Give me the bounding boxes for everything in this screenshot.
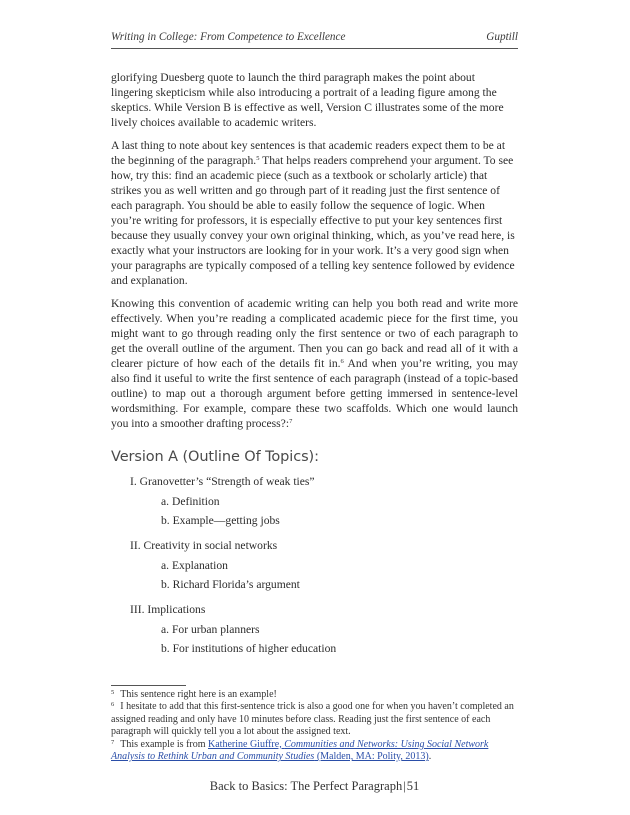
footer-chapter-title: Back to Basics: The Perfect Paragraph — [209, 779, 403, 793]
footnote-5-text: This sentence right here is an example! — [120, 689, 277, 700]
outline-item: III. Implications — [130, 603, 206, 616]
footnote-6 — [111, 701, 518, 738]
page-number: 51 — [406, 779, 420, 793]
header-divider — [111, 48, 518, 49]
footnote-6-mark: 6 — [111, 701, 115, 709]
section-heading-version-a: Version A (Outline Of Topics): — [111, 449, 319, 465]
citation-author: Katherine Giuffre, — [208, 738, 285, 750]
header-author: Guptill — [486, 31, 518, 43]
footnote-7 — [111, 739, 518, 764]
footnote-ref-5[interactable]: 5 — [256, 155, 260, 162]
page-body — [111, 70, 518, 660]
outline-item: I. Granovetter’s “Strength of weak ties” — [130, 475, 315, 488]
footnote-5 — [111, 689, 518, 701]
citation-title: Communities and Networks: Using Social Network Analysis to Rethink Urban and Community Studies — [111, 738, 489, 763]
header-book-title: Writing in College: From Competence to Excellence — [111, 31, 346, 43]
paragraph-2-part-2: That helps readers comprehend your argument. To see how, try this: find an academic piece (such as a textbook or scholarly article) that strikes you as well written and go through part of it reading just the first sentence of each paragraph. You should be able to easily follow the sequence of logic. When you’re writing for professors, it is especially effective to put your key sentences first because they usually convey your own original thinking, which, as you’ve read here, is exactly what your instructors are looking for in your work. It’s a very good sign when your paragraphs are typically composed of a telling key sentence followed by evidence and explanation. — [111, 154, 515, 287]
footnote-ref-6[interactable]: 6 — [340, 358, 344, 365]
paragraph-2-part-1: A last thing to note about key sentences is that academic readers expect them to be at the beginning of the paragraph. — [111, 139, 506, 167]
outline-subitem: a. For urban planners — [161, 623, 260, 636]
page-footer — [111, 779, 518, 794]
footnote-ref-7[interactable]: 7 — [289, 418, 293, 425]
outline-subitem: b. Richard Florida’s argument — [161, 578, 300, 591]
footnote-7-end: . — [428, 751, 432, 763]
footnotes — [111, 689, 518, 763]
running-header — [111, 31, 518, 43]
paragraph-3 — [111, 296, 518, 431]
footnote-6-text: I hesitate to add that this first-sentence trick is also a good one for when you haven’t completed an assigned reading and only have 10 minutes before class. Reading just the first sentence of each paragraph will quickly tell you a lot about the assigned text. — [111, 701, 514, 738]
paragraph-2 — [111, 138, 518, 288]
footnote-7-prefix: This example is from — [120, 738, 209, 750]
paragraph-3-part-1: Knowing this convention of academic writing can help you both read and write more effectively. When you’re reading a complicated academic piece for the first time, you might want to go through reading only the first sentence or two of each paragraph to get the overall outline of the argument. Then you can go back and read all of it with a clearer picture of how each of the details fit in. — [111, 297, 518, 370]
footnote-5-mark: 5 — [111, 689, 115, 696]
footer-separator: | — [403, 779, 406, 793]
outline-subitem: b. Example—getting jobs — [161, 514, 280, 527]
paragraph-1: glorifying Duesberg quote to launch the third paragraph makes the point about lingering skepticism while also introducing a portrait of a leading figure among the skeptics. While Version B is effective as well, Version C illustrates some of the more lively choices available to academic writers. — [111, 71, 504, 129]
footnote-7-mark: 7 — [111, 738, 115, 746]
outline-item: II. Creativity in social networks — [130, 539, 278, 552]
footnote-divider — [111, 685, 186, 686]
outline-subitem: a. Explanation — [161, 559, 228, 572]
paragraph-3-part-2: And when you’re writing, you may also find it useful to write the first sentence of each paragraph (instead of a topic-based outline) to map out a thorough argument before getting immersed in sentence-level wordsmithing. For example, compare these two scaffolds. Which one would launch you into a smoother drafting process?: — [111, 357, 519, 430]
outline-list — [111, 474, 518, 656]
outline-subitem: b. For institutions of higher education — [161, 642, 337, 655]
citation-publisher: (Malden, MA: Polity, 2013) — [314, 751, 429, 763]
outline-subitem: a. Definition — [161, 495, 220, 508]
